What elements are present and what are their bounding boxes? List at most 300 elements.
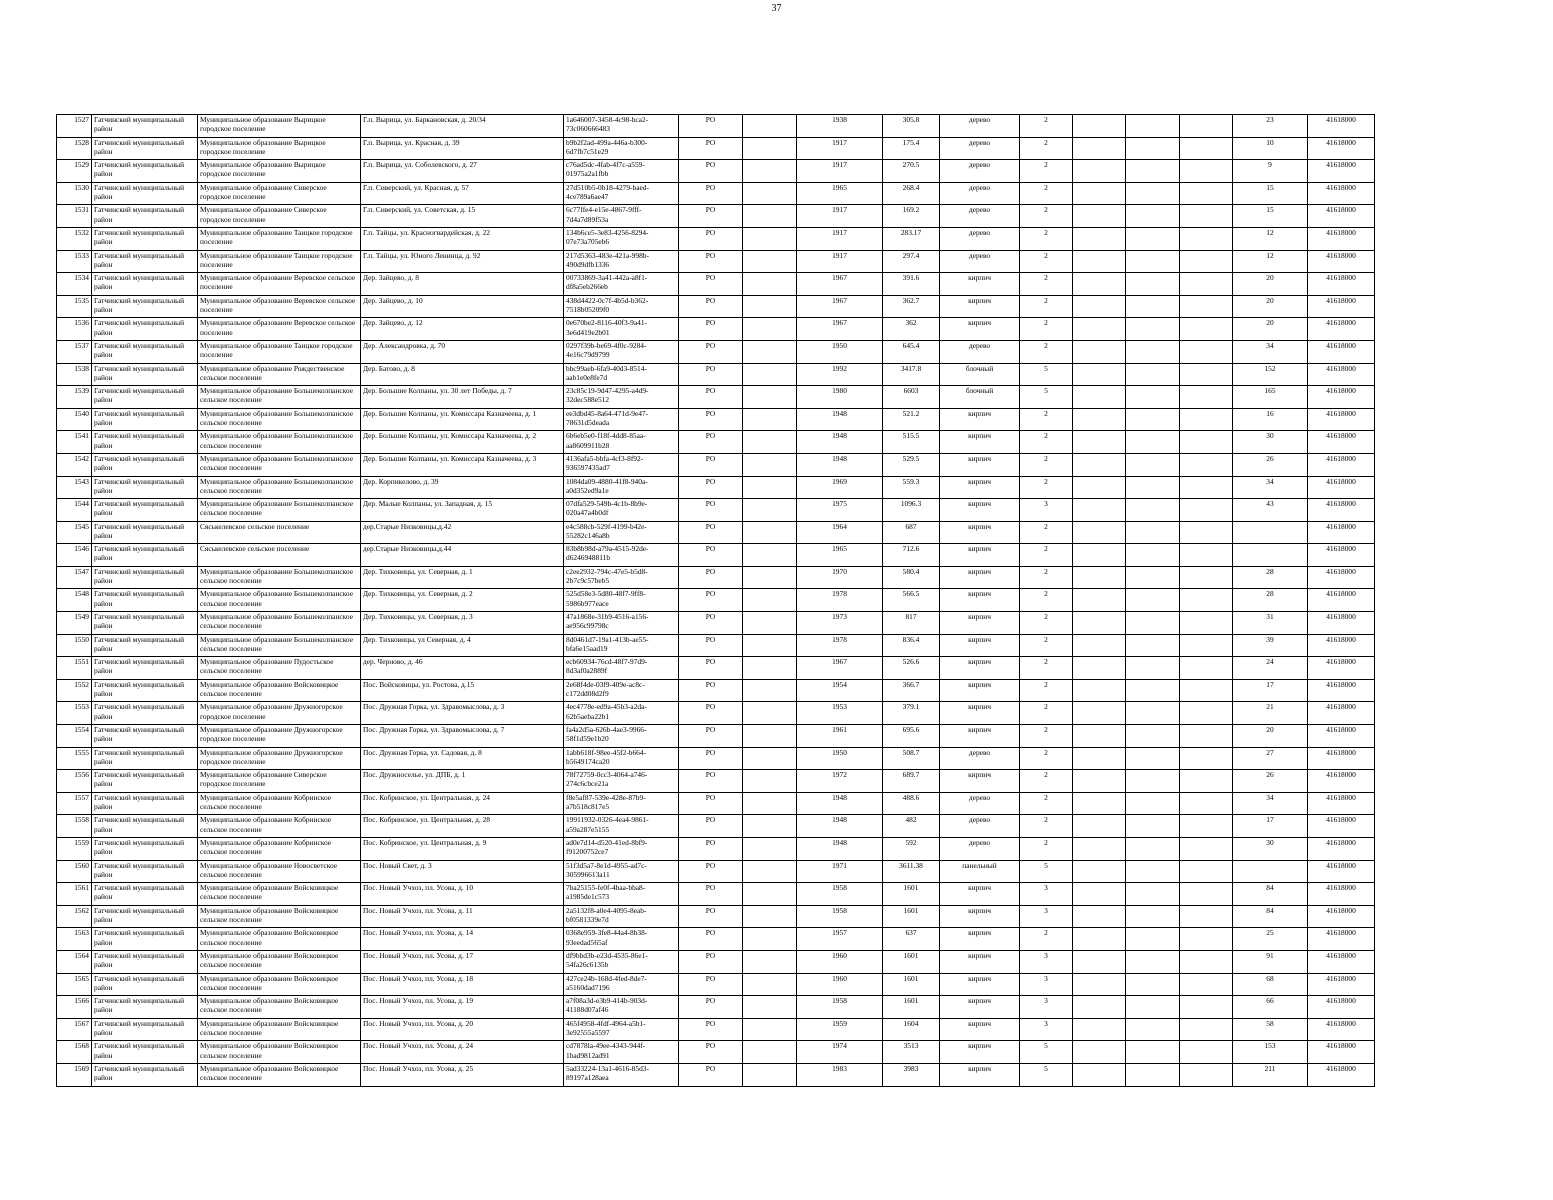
management-form-cell: РО	[679, 747, 743, 770]
empty-cell	[743, 250, 797, 273]
address-cell: Пос. Дружная Горка, ул. Здравомыслова, д. 7	[361, 725, 564, 748]
table-row	[57, 1063, 1375, 1086]
wall-material-cell: дерево	[940, 792, 1020, 815]
empty-cell	[743, 770, 797, 793]
empty-cell	[1073, 431, 1126, 454]
district-cell: Гатчинский муниципальный район	[92, 205, 198, 228]
management-form-cell: РО	[679, 725, 743, 748]
wall-material-cell: дерево	[940, 747, 1020, 770]
house-guid-cell: c2ee2932-794c-47e5-b5d8-2b7c9c57beb5	[564, 566, 679, 589]
empty-cell	[1180, 770, 1233, 793]
wall-material-cell: кирпич	[940, 408, 1020, 431]
row-number: 1560	[57, 860, 92, 883]
table-row	[57, 160, 1375, 183]
address-cell: Пос. Новый Учхоз, пл. Усова, д. 20	[361, 1018, 564, 1041]
municipality-cell: Муниципальное образование Дружногорское городское поселение	[198, 725, 361, 748]
year-built-cell: 1917	[797, 160, 883, 183]
management-form-cell: РО	[679, 227, 743, 250]
year-built-cell: 1948	[797, 838, 883, 861]
oktmo-cell: 41618000	[1308, 1063, 1375, 1086]
house-guid-cell: 6b6eb5e0-f18f-4dd8-85aa-aa8609911b28	[564, 431, 679, 454]
house-guid-cell: 427ce24b-168d-4fed-8de7-a5160dad7196	[564, 973, 679, 996]
oktmo-cell: 41618000	[1308, 883, 1375, 906]
empty-cell	[1180, 657, 1233, 680]
address-cell: Пос. Новый Свет, д. 3	[361, 860, 564, 883]
empty-cell	[1126, 589, 1180, 612]
empty-cell	[1180, 883, 1233, 906]
empty-cell	[743, 160, 797, 183]
row-number: 1534	[57, 273, 92, 296]
empty-cell	[1126, 431, 1180, 454]
empty-cell	[1126, 363, 1180, 386]
municipality-cell: Муниципальное образование Сиверское городское поселение	[198, 182, 361, 205]
municipality-cell: Муниципальное образование Веревское сельское поселение	[198, 295, 361, 318]
empty-cell	[1073, 973, 1126, 996]
row-number: 1547	[57, 566, 92, 589]
empty-cell	[1180, 521, 1233, 544]
address-cell: дер.Старые Низковицы,д.42	[361, 521, 564, 544]
district-cell: Гатчинский муниципальный район	[92, 770, 198, 793]
empty-cell	[1180, 1018, 1233, 1041]
table-row	[57, 815, 1375, 838]
row-number: 1536	[57, 318, 92, 341]
residents-cell: 20	[1233, 273, 1308, 296]
empty-cell	[743, 1063, 797, 1086]
table-row	[57, 182, 1375, 205]
house-guid-cell: 83b8b98d-a79a-4515-92de-d6246948811b	[564, 544, 679, 567]
empty-cell	[743, 905, 797, 928]
management-form-cell: РО	[679, 340, 743, 363]
area-cell: 695.6	[883, 725, 940, 748]
table-row	[57, 702, 1375, 725]
year-built-cell: 1965	[797, 182, 883, 205]
house-guid-cell: 4ec4778e-ed9a-45b3-a2da-62b5aeba22b1	[564, 702, 679, 725]
wall-material-cell: кирпич	[940, 770, 1020, 793]
empty-cell	[1073, 115, 1126, 138]
area-cell: 689.7	[883, 770, 940, 793]
oktmo-cell: 41618000	[1308, 928, 1375, 951]
row-number: 1532	[57, 227, 92, 250]
empty-cell	[1073, 544, 1126, 567]
municipality-cell: Муниципальное образование Таицкое городское поселение	[198, 250, 361, 273]
address-cell: Пос. Новый Учхоз, пл. Усова, д. 11	[361, 905, 564, 928]
municipality-cell: Муниципальное образование Войсковицкое сельское поселение	[198, 905, 361, 928]
house-guid-cell: 6c77ffe4-e15e-4867-9fff-7d4a7d89f53a	[564, 205, 679, 228]
district-cell: Гатчинский муниципальный район	[92, 973, 198, 996]
row-number: 1535	[57, 295, 92, 318]
residents-cell: 25	[1233, 928, 1308, 951]
district-cell: Гатчинский муниципальный район	[92, 363, 198, 386]
year-built-cell: 1969	[797, 476, 883, 499]
empty-cell	[1073, 340, 1126, 363]
area-cell: 515.5	[883, 431, 940, 454]
empty-cell	[1180, 386, 1233, 409]
table-row	[57, 996, 1375, 1019]
empty-cell	[1180, 273, 1233, 296]
floors-cell: 2	[1020, 205, 1073, 228]
empty-cell	[1073, 137, 1126, 160]
wall-material-cell: кирпич	[940, 273, 1020, 296]
empty-cell	[1126, 408, 1180, 431]
address-cell: Дер. Большие Колпаны, ул. 30 лет Победы, д. 7	[361, 386, 564, 409]
oktmo-cell: 41618000	[1308, 386, 1375, 409]
empty-cell	[743, 182, 797, 205]
empty-cell	[1126, 815, 1180, 838]
area-cell: 712.6	[883, 544, 940, 567]
address-cell: Пос. Кобринское, ул. Центральная, д. 28	[361, 815, 564, 838]
empty-cell	[743, 205, 797, 228]
wall-material-cell: кирпич	[940, 589, 1020, 612]
oktmo-cell: 41618000	[1308, 860, 1375, 883]
empty-cell	[743, 499, 797, 522]
floors-cell: 5	[1020, 386, 1073, 409]
oktmo-cell: 41618000	[1308, 431, 1375, 454]
empty-cell	[1073, 1041, 1126, 1064]
area-cell: 270.5	[883, 160, 940, 183]
empty-cell	[1126, 318, 1180, 341]
district-cell: Гатчинский муниципальный район	[92, 747, 198, 770]
table-row	[57, 408, 1375, 431]
house-guid-cell: cd7878la-49ee-4343-944f-1bad9812ad91	[564, 1041, 679, 1064]
empty-cell	[1126, 499, 1180, 522]
management-form-cell: РО	[679, 137, 743, 160]
row-number: 1550	[57, 634, 92, 657]
row-number: 1542	[57, 453, 92, 476]
house-guid-cell: 2e68f4de-03f9-409e-ac8c-c172dd08d2f9	[564, 679, 679, 702]
residents-cell: 91	[1233, 950, 1308, 973]
oktmo-cell: 41618000	[1308, 815, 1375, 838]
management-form-cell: РО	[679, 115, 743, 138]
empty-cell	[1180, 250, 1233, 273]
floors-cell: 2	[1020, 137, 1073, 160]
house-guid-cell: 51f3d5a7-8e1d-4955-ad7c-305996613a11	[564, 860, 679, 883]
wall-material-cell: кирпич	[940, 476, 1020, 499]
empty-cell	[1180, 318, 1233, 341]
empty-cell	[1126, 340, 1180, 363]
house-guid-cell: f8e5af87-539e-428e-87b9-a7b518c817e5	[564, 792, 679, 815]
area-cell: 169.2	[883, 205, 940, 228]
area-cell: 366.7	[883, 679, 940, 702]
empty-cell	[743, 115, 797, 138]
house-guid-cell: 1084da09-4880-41f8-940a-a0d352ed9a1e	[564, 476, 679, 499]
year-built-cell: 1948	[797, 408, 883, 431]
district-cell: Гатчинский муниципальный район	[92, 408, 198, 431]
table-row	[57, 521, 1375, 544]
municipality-cell: Муниципальное образование Большеколпанское сельское поселение	[198, 386, 361, 409]
oktmo-cell: 41618000	[1308, 227, 1375, 250]
management-form-cell: РО	[679, 815, 743, 838]
row-number: 1563	[57, 928, 92, 951]
empty-cell	[1180, 295, 1233, 318]
empty-cell	[1180, 815, 1233, 838]
house-guid-cell: 0e670be2-8116-40f3-9a41-3e6d419e2b01	[564, 318, 679, 341]
address-cell: Дер. Малые Колпаны, ул. Западная, д. 15	[361, 499, 564, 522]
empty-cell	[743, 227, 797, 250]
management-form-cell: РО	[679, 770, 743, 793]
wall-material-cell: кирпич	[940, 679, 1020, 702]
house-guid-cell: 5ad33224-13a1-4616-85d3-89197a128aea	[564, 1063, 679, 1086]
empty-cell	[1126, 386, 1180, 409]
row-number: 1559	[57, 838, 92, 861]
address-cell: Дер. Александровка, д. 70	[361, 340, 564, 363]
empty-cell	[1180, 634, 1233, 657]
table-row	[57, 363, 1375, 386]
address-cell: Дер. Тихковицы, ул. Северная, д. 3	[361, 612, 564, 635]
empty-cell	[1073, 160, 1126, 183]
row-number: 1540	[57, 408, 92, 431]
residents-cell: 211	[1233, 1063, 1308, 1086]
floors-cell: 2	[1020, 589, 1073, 612]
management-form-cell: РО	[679, 363, 743, 386]
empty-cell	[1180, 137, 1233, 160]
row-number: 1539	[57, 386, 92, 409]
address-cell: Г.п. Вырица, ул. Баркановская, д. 20/34	[361, 115, 564, 138]
house-guid-cell: 1abb618f-98ee-45f2-b664-b5649174ca20	[564, 747, 679, 770]
wall-material-cell: кирпич	[940, 634, 1020, 657]
address-cell: Пос. Кобринское, ул. Центральная, д. 9	[361, 838, 564, 861]
empty-cell	[743, 1041, 797, 1064]
municipality-cell: Муниципальное образование Войсковицкое сельское поселение	[198, 1018, 361, 1041]
area-cell: 305.8	[883, 115, 940, 138]
table-row	[57, 115, 1375, 138]
municipality-cell: Муниципальное образование Большеколпанское сельское поселение	[198, 634, 361, 657]
table-row	[57, 657, 1375, 680]
empty-cell	[1126, 453, 1180, 476]
management-form-cell: РО	[679, 273, 743, 296]
house-guid-cell: e4c588cb-529f-4199-b42e-55282c146a8b	[564, 521, 679, 544]
empty-cell	[743, 928, 797, 951]
oktmo-cell: 41618000	[1308, 657, 1375, 680]
house-guid-cell: 438d4422-0c7f-4b5d-b362-7518b05209f0	[564, 295, 679, 318]
municipality-cell: Муниципальное образование Большеколпанское сельское поселение	[198, 589, 361, 612]
management-form-cell: РО	[679, 318, 743, 341]
year-built-cell: 1953	[797, 702, 883, 725]
oktmo-cell: 41618000	[1308, 182, 1375, 205]
residents-cell: 9	[1233, 160, 1308, 183]
wall-material-cell: кирпич	[940, 318, 1020, 341]
municipality-cell: Муниципальное образование Большеколпанское сельское поселение	[198, 499, 361, 522]
empty-cell	[1073, 928, 1126, 951]
year-built-cell: 1950	[797, 340, 883, 363]
municipality-cell: Муниципальное образование Таицкое городское поселение	[198, 227, 361, 250]
address-cell: Дер. Корпикелово, д. 39	[361, 476, 564, 499]
table-row	[57, 792, 1375, 815]
management-form-cell: РО	[679, 408, 743, 431]
address-cell: Пос. Дружноселье, ул. ДПБ, д. 1	[361, 770, 564, 793]
wall-material-cell: кирпич	[940, 499, 1020, 522]
address-cell: Пос. Дружная Горка, ул. Здравомыслова, д. 3	[361, 702, 564, 725]
table-row	[57, 928, 1375, 951]
year-built-cell: 1960	[797, 950, 883, 973]
floors-cell: 2	[1020, 634, 1073, 657]
empty-cell	[1180, 612, 1233, 635]
year-built-cell: 1978	[797, 634, 883, 657]
house-guid-cell: 0368e959-3fe8-44a4-8b38-93eedad565af	[564, 928, 679, 951]
empty-cell	[743, 634, 797, 657]
area-cell: 529.5	[883, 453, 940, 476]
management-form-cell: РО	[679, 792, 743, 815]
management-form-cell: РО	[679, 634, 743, 657]
empty-cell	[743, 973, 797, 996]
oktmo-cell: 41618000	[1308, 160, 1375, 183]
house-guid-cell: 134b6ce5-3e83-4256-8294-07e73a705eb6	[564, 227, 679, 250]
residents-cell: 24	[1233, 657, 1308, 680]
municipality-cell: Муниципальное образование Войсковицкое сельское поселение	[198, 928, 361, 951]
table-row	[57, 205, 1375, 228]
house-guid-cell: 23c85c19-9d47-4295-a4d9-32dec588e512	[564, 386, 679, 409]
oktmo-cell: 41618000	[1308, 363, 1375, 386]
table-row	[57, 137, 1375, 160]
wall-material-cell: блочный	[940, 386, 1020, 409]
empty-cell	[1073, 386, 1126, 409]
empty-cell	[1126, 566, 1180, 589]
empty-cell	[1180, 702, 1233, 725]
wall-material-cell: кирпич	[940, 928, 1020, 951]
empty-cell	[743, 431, 797, 454]
municipality-cell: Муниципальное образование Большеколпанское сельское поселение	[198, 566, 361, 589]
empty-cell	[1126, 770, 1180, 793]
floors-cell: 2	[1020, 340, 1073, 363]
table-row	[57, 1041, 1375, 1064]
house-guid-cell: 1a646007-3458-4c98-bca2-73c060666483	[564, 115, 679, 138]
empty-cell	[743, 295, 797, 318]
row-number: 1554	[57, 725, 92, 748]
address-cell: Пос. Кобринское, ул. Центральная, д. 24	[361, 792, 564, 815]
empty-cell	[1180, 679, 1233, 702]
management-form-cell: РО	[679, 950, 743, 973]
empty-cell	[1073, 634, 1126, 657]
address-cell: дер. Черново, д. 46	[361, 657, 564, 680]
floors-cell: 2	[1020, 838, 1073, 861]
municipality-cell: Муниципальное образование Большеколпанское сельское поселение	[198, 612, 361, 635]
district-cell: Гатчинский муниципальный район	[92, 137, 198, 160]
address-cell: Г.п. Тайцы, ул. Красногвардейская, д. 22	[361, 227, 564, 250]
floors-cell: 2	[1020, 227, 1073, 250]
empty-cell	[743, 838, 797, 861]
area-cell: 482	[883, 815, 940, 838]
residents-cell: 15	[1233, 182, 1308, 205]
floors-cell: 2	[1020, 521, 1073, 544]
area-cell: 3417.8	[883, 363, 940, 386]
floors-cell: 2	[1020, 770, 1073, 793]
empty-cell	[1073, 227, 1126, 250]
wall-material-cell: дерево	[940, 205, 1020, 228]
empty-cell	[1180, 363, 1233, 386]
municipality-cell: Сяськелевское сельское поселение	[198, 544, 361, 567]
oktmo-cell: 41618000	[1308, 340, 1375, 363]
empty-cell	[1180, 973, 1233, 996]
table-row	[57, 747, 1375, 770]
empty-cell	[1180, 476, 1233, 499]
district-cell: Гатчинский муниципальный район	[92, 499, 198, 522]
management-form-cell: РО	[679, 521, 743, 544]
house-guid-cell: 7ba25155-fe0f-4baa-bba8-a1985de1c573	[564, 883, 679, 906]
residents-cell: 12	[1233, 227, 1308, 250]
management-form-cell: РО	[679, 431, 743, 454]
row-number: 1549	[57, 612, 92, 635]
year-built-cell: 1948	[797, 453, 883, 476]
oktmo-cell: 41618000	[1308, 1041, 1375, 1064]
empty-cell	[1073, 589, 1126, 612]
address-cell: Пос. Войсковицы, ул. Ростова, д.15	[361, 679, 564, 702]
house-guid-cell: 2a5132f8-a0e4-4095-8eab-bf0581339e7d	[564, 905, 679, 928]
empty-cell	[1180, 499, 1233, 522]
year-built-cell: 1967	[797, 657, 883, 680]
area-cell: 566.5	[883, 589, 940, 612]
empty-cell	[1126, 250, 1180, 273]
row-number: 1567	[57, 1018, 92, 1041]
empty-cell	[743, 725, 797, 748]
year-built-cell: 1917	[797, 137, 883, 160]
empty-cell	[1073, 273, 1126, 296]
municipality-cell: Муниципальное образование Кобринское сельское поселение	[198, 792, 361, 815]
empty-cell	[1073, 905, 1126, 928]
district-cell: Гатчинский муниципальный район	[92, 521, 198, 544]
empty-cell	[743, 657, 797, 680]
table-row	[57, 544, 1375, 567]
empty-cell	[1073, 792, 1126, 815]
row-number: 1565	[57, 973, 92, 996]
residents-cell: 20	[1233, 725, 1308, 748]
residents-cell: 17	[1233, 815, 1308, 838]
row-number: 1528	[57, 137, 92, 160]
oktmo-cell: 41618000	[1308, 905, 1375, 928]
floors-cell: 3	[1020, 950, 1073, 973]
empty-cell	[743, 679, 797, 702]
empty-cell	[1180, 860, 1233, 883]
empty-cell	[1073, 883, 1126, 906]
empty-cell	[1073, 679, 1126, 702]
house-guid-cell: 465f4958-4fdf-4964-a5b1-3e92555a5597	[564, 1018, 679, 1041]
empty-cell	[1073, 950, 1126, 973]
row-number: 1538	[57, 363, 92, 386]
residents-cell: 30	[1233, 431, 1308, 454]
empty-cell	[743, 996, 797, 1019]
wall-material-cell: кирпич	[940, 612, 1020, 635]
area-cell: 580.4	[883, 566, 940, 589]
wall-material-cell: дерево	[940, 160, 1020, 183]
management-form-cell: РО	[679, 612, 743, 635]
wall-material-cell: кирпич	[940, 1041, 1020, 1064]
district-cell: Гатчинский муниципальный район	[92, 905, 198, 928]
oktmo-cell: 41618000	[1308, 792, 1375, 815]
empty-cell	[1180, 1041, 1233, 1064]
district-cell: Гатчинский муниципальный район	[92, 928, 198, 951]
floors-cell: 3	[1020, 905, 1073, 928]
area-cell: 268.4	[883, 182, 940, 205]
area-cell: 592	[883, 838, 940, 861]
year-built-cell: 1958	[797, 996, 883, 1019]
empty-cell	[1180, 431, 1233, 454]
table-row	[57, 725, 1375, 748]
district-cell: Гатчинский муниципальный район	[92, 1041, 198, 1064]
management-form-cell: РО	[679, 205, 743, 228]
district-cell: Гатчинский муниципальный район	[92, 883, 198, 906]
empty-cell	[1073, 250, 1126, 273]
address-cell: Пос. Дружная Горка, ул. Садовая, д. 8	[361, 747, 564, 770]
floors-cell: 2	[1020, 160, 1073, 183]
house-guid-cell: 19911932-0326-4ea4-9861-a59a287e5155	[564, 815, 679, 838]
empty-cell	[1073, 996, 1126, 1019]
wall-material-cell: дерево	[940, 815, 1020, 838]
floors-cell: 2	[1020, 408, 1073, 431]
house-guid-cell: fa4a2d5a-626b-4ae3-9966-58f1d59e1b20	[564, 725, 679, 748]
row-number: 1568	[57, 1041, 92, 1064]
floors-cell: 2	[1020, 318, 1073, 341]
table-row	[57, 340, 1375, 363]
table-row	[57, 589, 1375, 612]
residents-cell: 26	[1233, 770, 1308, 793]
